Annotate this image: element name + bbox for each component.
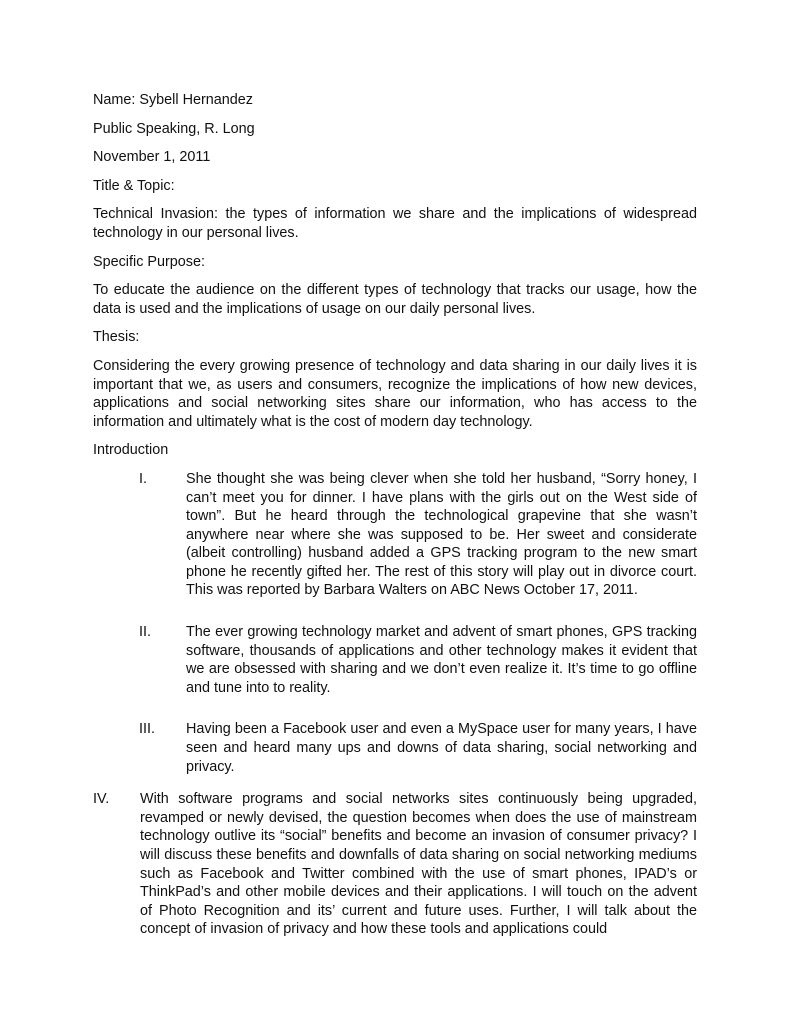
document-page [93,91,697,939]
title-topic-text: Technical Invasion: the types of information we share and the implications of widespread technology in our personal lives. [93,206,697,241]
intro-item-3-text: Having been a Facebook user and even a MySpace user for many years, I have seen and heard many ups and downs of data sharing, social networking and privacy. [186,721,697,775]
intro-item-2-number: II. [139,624,151,641]
intro-item-2-text: The ever growing technology market and advent of smart phones, GPS tracking software, thousands of applications and other technology makes it evident that we are obsessed with sharing and we don’t even realize it. It’s time to go offline and tune into to reality. [186,624,697,696]
course-line: Public Speaking, R. Long [93,120,255,137]
intro-item-4-number: IV. [93,791,110,808]
title-topic-label: Title & Topic: [93,177,175,194]
intro-item-2 [139,623,697,697]
specific-purpose-label: Specific Purpose: [93,253,205,270]
intro-item-1-text: She thought she was being clever when she told her husband, “Sorry honey, I can’t meet you for dinner. I have plans with the girls out on the West side of town”. But he heard through the technological grapevine that she wasn’t anywhere near where she was supposed to be. Her sweet and considerate (albeit controlling) husband added a GPS tracking program to the new smart phone he recently gifted her. The rest of this story will play out in divorce court. This was reported by Barbara Walters on ABC News October 17, 2011. [186,470,697,599]
date-line: November 1, 2011 [93,149,211,166]
intro-item-1 [139,470,697,600]
intro-item-4 [93,790,697,939]
thesis-label: Thesis: [93,329,140,346]
author-name: Name: Sybell Hernandez [93,92,253,108]
specific-purpose-text: To educate the audience on the different types of technology that tracks our usage, how the data is used and the implications of usage on our daily personal lives. [93,282,697,317]
intro-item-3 [139,720,697,776]
introduction-label: Introduction [93,442,169,459]
intro-item-1-number: I. [139,470,147,487]
intro-item-4-text: With software programs and social networks sites continuously being upgraded, revamped or newly devised, the question becomes when does the use of mainstream technology outlive its “social” benefits and become an invasion of consumer privacy? I will discuss these benefits and downfalls of data sharing on social networking mediums such as Facebook and Twitter combined with the use of smart phones, IPAD’s or ThinkPad’s and other mobile devices and their applications. I will touch on the advent of Photo Recognition and its’ current and future uses. Further, I will talk about the concept of invasion of privacy and how these tools and applications could [140,791,697,938]
intro-item-3-number: III. [139,721,155,738]
thesis-text: Considering the every growing presence of technology and data sharing in our daily lives it is important that we, as users and consumers, recognize the implications of how new devices, applications and social networking sites share our information, who has access to the information and ultimately what is the cost of modern day technology. [93,357,697,430]
